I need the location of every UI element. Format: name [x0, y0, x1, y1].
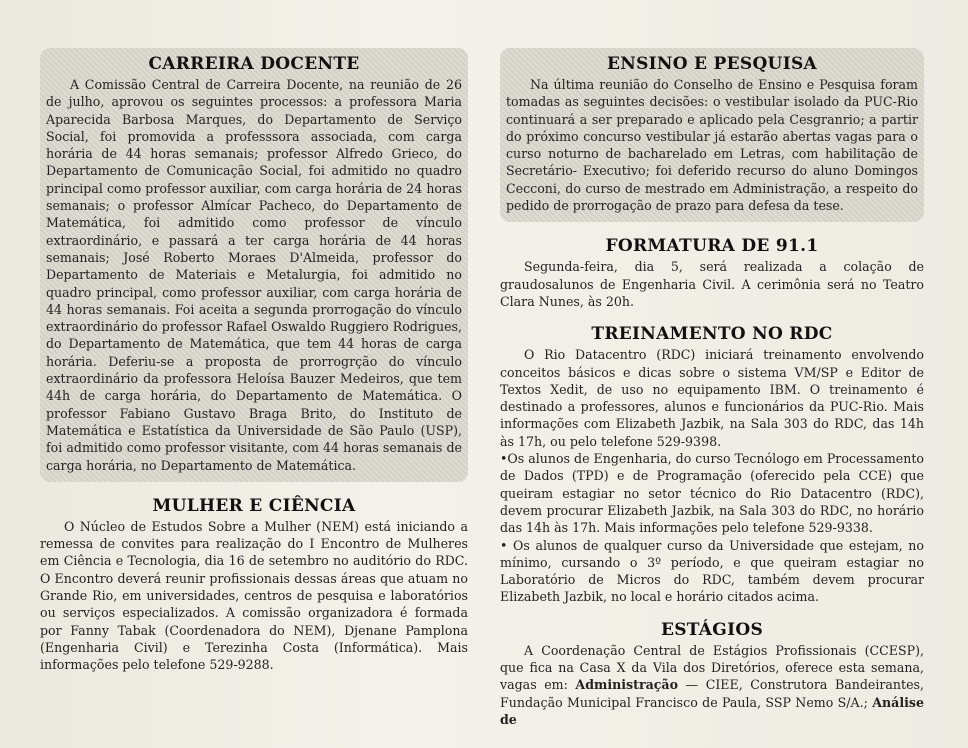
treinamento-bullet-1: •Os alunos de Engenharia, do curso Tecnólogo em Processamento de Dados (TPD) e de Programação (oferecido pela CCE) que queiram estagiar no setor técnico do Rio Datacentro (RDC), devem procurar Elizabeth Jazbik, na Sala 303 do RDC, no horário das 14h às 17h. Mais informações pelo telefone 529-9338. — [500, 451, 924, 536]
estagios-list: — CIEE, Construtora Bandeirantes, Fundação Municipal Francisco de Paula, SSP Nemo S/A.; — [500, 677, 924, 710]
article-mulher-ciencia — [40, 496, 468, 674]
article-estagios — [500, 620, 924, 728]
treinamento-body: O Rio Datacentro (RDC) iniciará treinamento envolvendo conceitos básicos e dicas sobre o sistema VM/SP e Editor de Textos Xedit, de uso no equipamento IBM. O treinamento é destinado a professores, alunos e funcionários da PUC-Rio. Mais informações com Elizabeth Jazbik, na Sala 303 do RDC, das 14h às 17h, ou pelo telefone 529-9398. — [500, 347, 924, 449]
estagios-intro: A Coordenação Central de Estágios Profissionais (CCESP), que fica na Casa X da Vila dos Diretórios, oferece esta semana, vagas em: — [500, 642, 924, 693]
estagios-bold-administracao: Administração — [575, 677, 678, 693]
article-ensino-pesquisa — [500, 48, 924, 222]
carreira-body: A Comissão Central de Carreira Docente, na reunião de 26 de julho, aprovou os seguintes processos: a professora Maria Aparecida Barbosa Marques, do Departamento de Serviço Social, foi promovida a professsora associada, com carga horária de 44 horas semanais; professor Alfredo Grieco, do Departamento de Comunicação Social, foi admitido no quadro principal como professor auxiliar, com carga horária de 24 horas semanais; o professor Almícar Pacheco, do Departamento de Matemática, foi admitido como professor de vínculo extraordinário, e passará a ter carga horária de 44 horas semanais; José Roberto Moraes D'Almeida, professor do Departamento de Materiais e Metalurgia, foi admitido no quadro principal, como professor auxiliar, com carga horária de 44 horas semanais. Foi aceita a segunda prorrogação do vínculo extraordinário do professor Rafael Oswaldo Ruggiero Rodrigues, do Departamento de Matemática, que tem 44 horas de carga horária. Deferiu-se a proposta de prorrogrção do vínculo extraordinário da professora Heloísa Bauzer Medeiros, que tem 44h de carga horária, do Departamento de Matemática. O professor Fabiano Gustavo Braga Brito, do Instituto de Matemática e Estatística da Universidade de São Paulo (USP), foi admitido como professor visitante, com 44 horas semanais de carga horária, no Departamento de Matemática. — [46, 77, 462, 473]
treinamento-bullet-2: • Os alunos de qualquer curso da Universidade que estejam, no mínimo, cursando o 3º período, e que queiram estagiar no Laboratório de Micros do RDC, também devem procurar Elizabeth Jazbik, no local e horário citados acima. — [500, 537, 924, 605]
article-formatura — [500, 236, 924, 310]
article-carreira-docente — [40, 48, 468, 482]
article-treinamento — [500, 324, 924, 605]
right-column — [500, 48, 924, 742]
formatura-body: Segunda-feira, dia 5, será realizada a colação de graudosalunos de Engenharia Civil. A cerimônia será no Teatro Clara Nunes, às 20h. — [500, 259, 924, 309]
formatura-title: FORMATURA DE 91.1 — [605, 236, 819, 257]
left-column — [40, 48, 468, 688]
mulher-body: O Núcleo de Estudos Sobre a Mulher (NEM) está iniciando a remessa de convites para realização do I Encontro de Mulheres em Ciência e Tecnologia, dia 16 de setembro no auditório do RDC. O Encontro deverá reunir profissionais dessas áreas que atuam no Grande Rio, em universidades, centros de pesquisa e laboratórios ou serviços especializados. A comissão organizadora é formada por Fanny Tabak (Coordenadora do NEM), Djenane Pamplona (Engenharia Civil) e Terezinha Costa (Informática). Mais informações pelo telefone 529-9288. — [40, 518, 468, 673]
treinamento-title: TREINAMENTO NO RDC — [591, 324, 833, 345]
estagios-body — [500, 642, 924, 728]
estagios-bold-analise: Análise de — [500, 694, 924, 727]
ensino-title: ENSINO E PESQUISA — [606, 54, 818, 74]
ensino-body: Na última reunião do Conselho de Ensino e Pesquisa foram tomadas as seguintes decisões: o vestibular isolado da PUC-Rio continuará a ser preparado e aplicado pela Cesgranrio; a partir do próximo concurso vestibular já estarão abertas vagas para o curso noturno de bacharelado em Letras, com habilitação de Secretário- Executivo; foi deferido recurso do aluno Domingos Cecconi, do curso de mestrado em Administração, a respeito do pedido de prorrogação de prazo para defesa da tese. — [506, 77, 918, 214]
carreira-title: CARREIRA DOCENTE — [148, 54, 360, 74]
estagios-title: ESTÁGIOS — [660, 619, 764, 640]
mulher-title: MULHER E CIÊNCIA — [152, 495, 356, 516]
